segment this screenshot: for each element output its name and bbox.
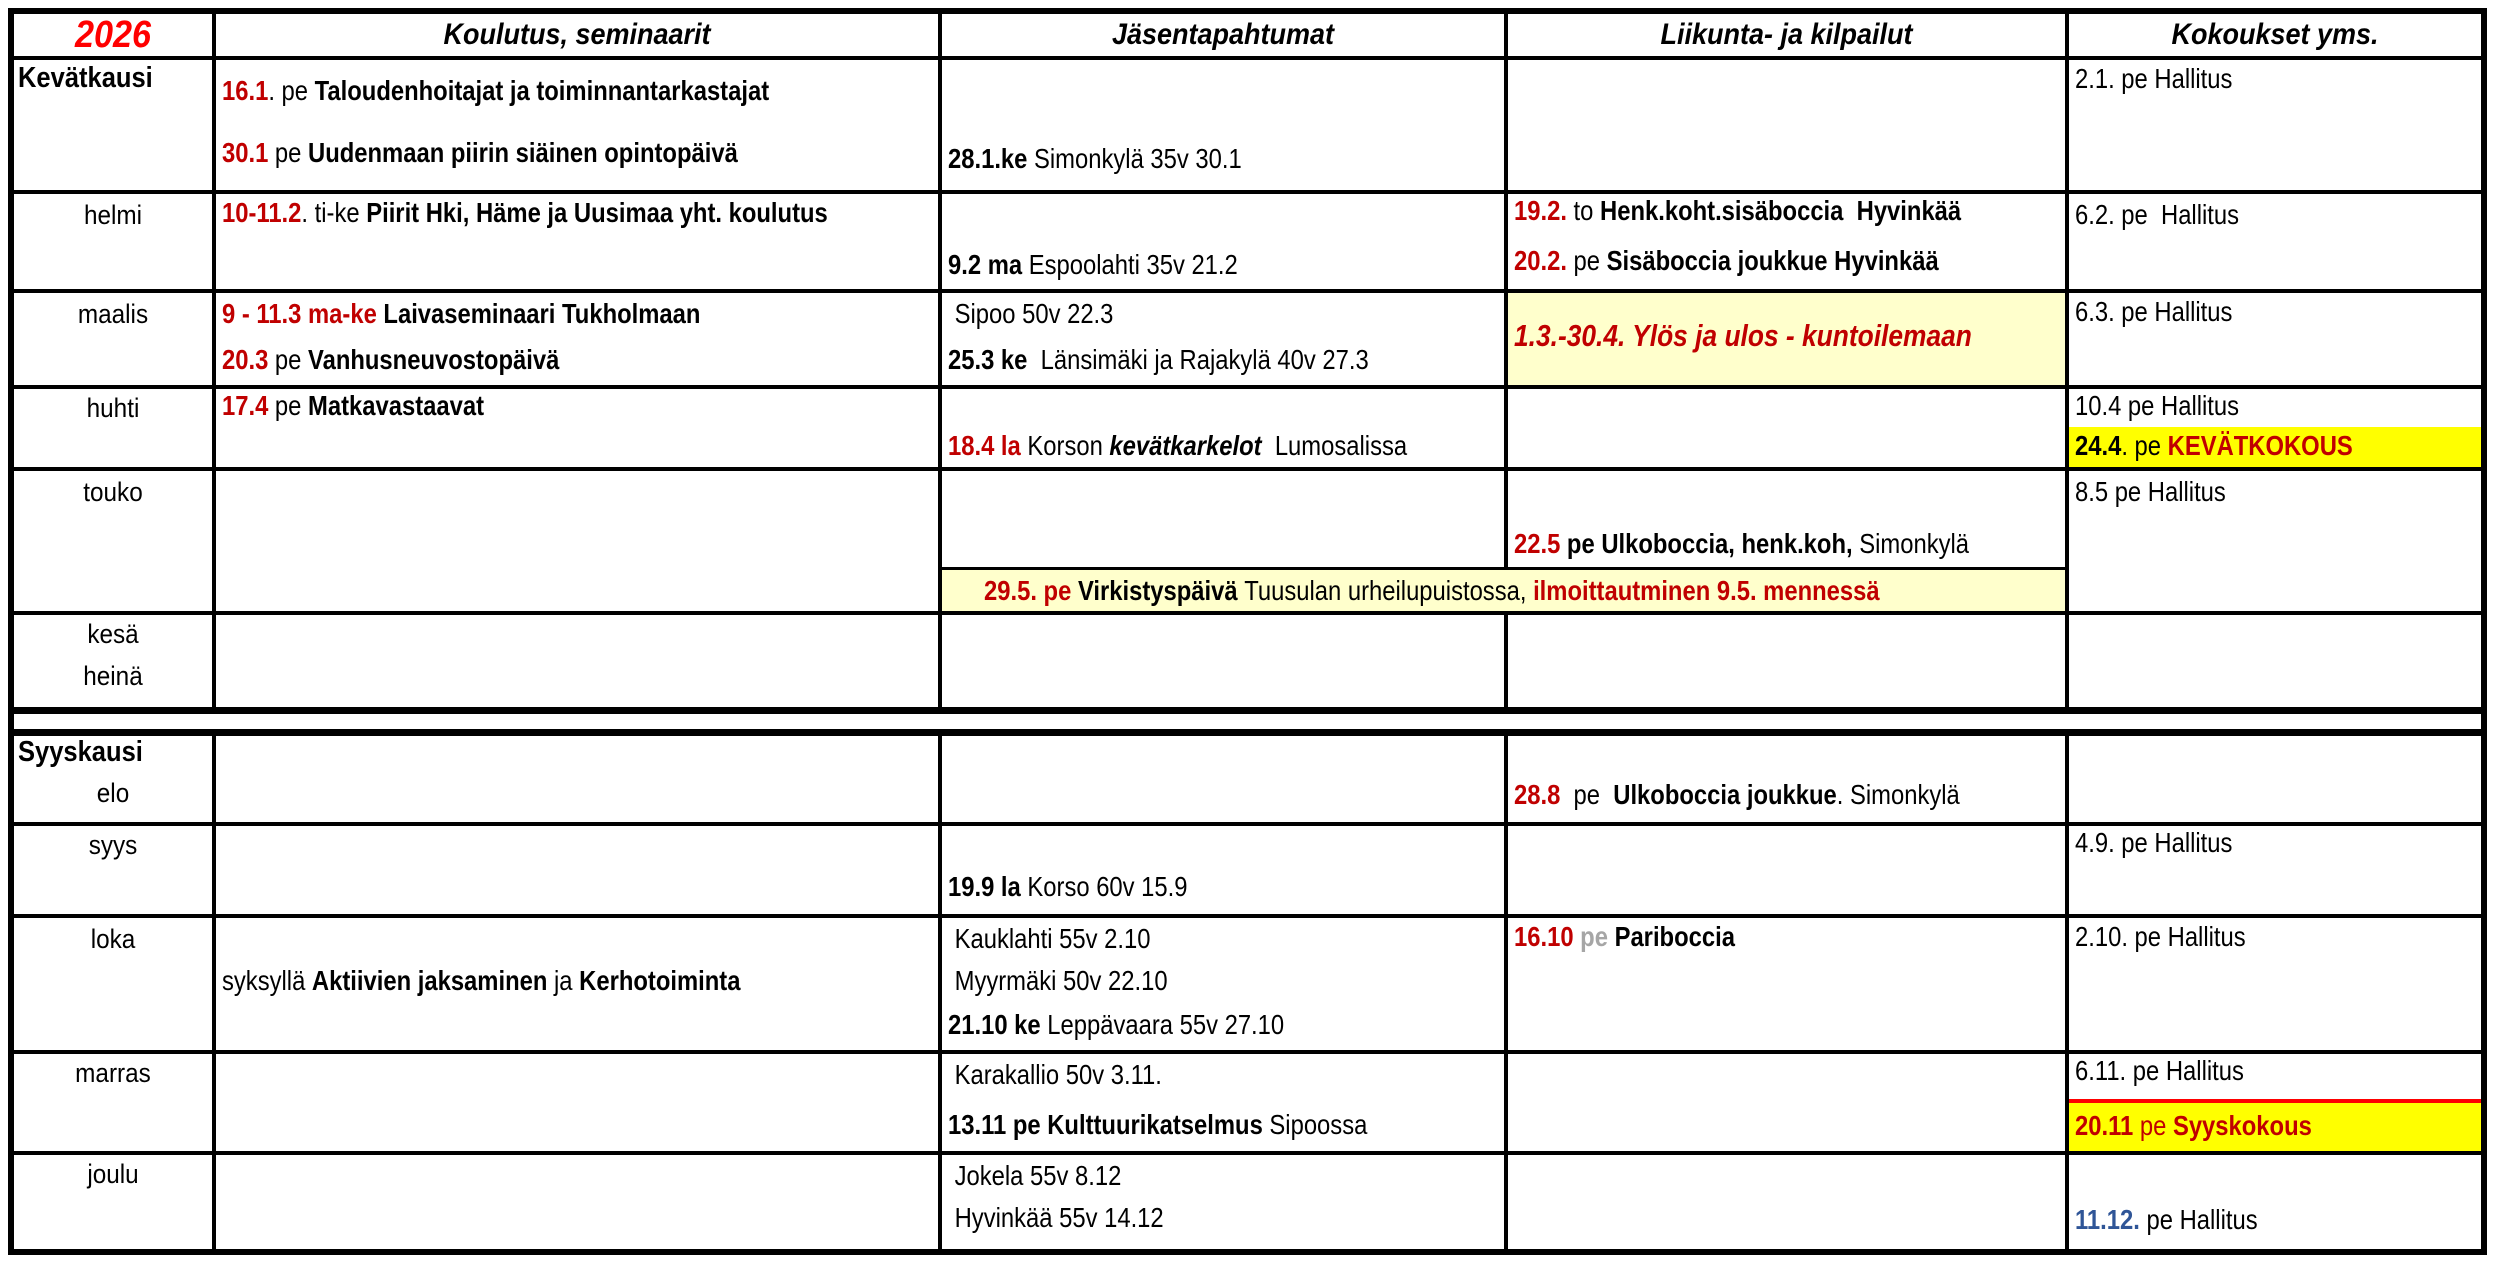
text-run: Taloudenhoitajat ja toiminnantarkastajat [314, 75, 770, 106]
event-line [222, 299, 700, 330]
cell-loka-label [14, 918, 216, 1050]
cell-elo-koulutus [216, 736, 942, 822]
text-run: Aktiivien jaksaminen [311, 965, 548, 996]
text-run: 13.11 pe Kulttuurikatselmus [948, 1109, 1263, 1140]
cell-kevatkausi-jasentapahtumat [942, 60, 1508, 190]
text-run: Kauklahti 55v 2.10 [948, 923, 1151, 954]
text-run: Laivaseminaari Tukholmaan [376, 298, 701, 329]
column-header-jasentapahtumat [942, 14, 1508, 56]
text-run: 21.10 ke [948, 1009, 1041, 1040]
season-label: Kevätkausi [18, 62, 153, 94]
cell-kesaheina-label [14, 615, 216, 707]
cell-marras-kokoukset [2069, 1054, 2481, 1151]
row-touko [14, 471, 2481, 615]
text-run: 10.4 pe Hallitus [2075, 390, 2240, 421]
event-line [1514, 529, 1969, 560]
cell-huhti-label [14, 389, 216, 467]
event-line [984, 576, 1880, 607]
text-run: Länsimäki ja Rajakylä 40v 27.3 [1027, 344, 1369, 375]
text-run: Tuusulan urheilupuistossa, [1244, 575, 1534, 606]
highlight-band [942, 567, 2065, 611]
event-line [222, 391, 484, 422]
column-header-kokoukset [2069, 14, 2481, 56]
cell-loka-jasentapahtumat [942, 918, 1508, 1050]
text-run: 17.4 [222, 390, 269, 421]
text-run: . pe [268, 75, 315, 106]
text-run: 8.5 pe Hallitus [2075, 476, 2226, 507]
column-header-label: Kokoukset yms. [2171, 18, 2379, 51]
event-line [948, 299, 1113, 330]
text-run: Espoolahti 35v 21.2 [1022, 249, 1238, 280]
cell-kevatkausi-liikunta [1508, 60, 2069, 190]
event-line [948, 1203, 1164, 1234]
cell-kesaheina-kokoukset [2069, 615, 2481, 707]
cell-maalis-kokoukset [2069, 293, 2481, 385]
row-helmi [14, 194, 2481, 293]
season-separator [14, 707, 2481, 736]
cell-touko-koulutus [216, 471, 942, 611]
text-run: pe Ulkoboccia, henk.koh, [1560, 528, 1853, 559]
month-label: syys [88, 830, 138, 860]
text-run: pe [1573, 921, 1615, 952]
event-line [948, 250, 1238, 281]
row-elo [14, 736, 2481, 826]
text-run: pe [268, 137, 309, 168]
cell-kevatkausi-kokoukset [2069, 60, 2481, 190]
month-label: helmi [83, 200, 143, 230]
cell-maalis-koulutus [216, 293, 942, 385]
text-run: 19.2. [1514, 195, 1567, 226]
text-run: 2.10. pe Hallitus [2075, 921, 2246, 952]
text-run: kevätkarkelot [1109, 430, 1262, 461]
text-run: 28.8 [1514, 779, 1561, 810]
event-line [222, 138, 738, 169]
text-run: Korso 60v 15.9 [1020, 871, 1188, 902]
event-line [948, 1161, 1121, 1192]
text-run: 6.2. pe Hallitus [2075, 199, 2240, 230]
text-run: syksyllä [222, 965, 312, 996]
header-row [14, 14, 2481, 60]
cell-syys-kokoukset [2069, 826, 2481, 914]
cell-syys-label [14, 826, 216, 914]
cell-kesaheina-liikunta [1508, 615, 2069, 707]
text-run: 9.2 ma [948, 249, 1023, 280]
month-label: elo [96, 778, 130, 808]
text-run: 19.9 la [948, 871, 1021, 902]
event-line [948, 924, 1150, 955]
event-line [1514, 246, 1939, 277]
event-line [222, 345, 559, 376]
cell-maalis-label [14, 293, 216, 385]
event-line [948, 1110, 1367, 1141]
month-label: heinä [83, 661, 143, 691]
cell-helmi-label [14, 194, 216, 289]
cell-maalis-jasentapahtumat [942, 293, 1508, 385]
cell-helmi-koulutus [216, 194, 942, 289]
cell-helmi-jasentapahtumat [942, 194, 1508, 289]
row-kevatkausi [14, 60, 2481, 194]
row-joulu [14, 1155, 2481, 1249]
event-line [948, 431, 1407, 462]
text-run: Virkistyspäivä [1077, 575, 1245, 606]
text-run: Piirit Hki, Häme ja Uusimaa yht. koulutus [366, 197, 828, 228]
cell-touko-label [14, 471, 216, 611]
highlight-band [2069, 1099, 2481, 1151]
text-run: . Simonkylä [1836, 779, 1960, 810]
text-run: pe [1560, 779, 1614, 810]
text-run: ja [547, 965, 580, 996]
text-run: to [1566, 195, 1601, 226]
month-label: loka [90, 924, 136, 954]
text-run: 16.10 [1514, 921, 1574, 952]
text-run: Sipoossa [1262, 1109, 1368, 1140]
event-line [1514, 922, 1735, 953]
cell-kesaheina-koulutus [216, 615, 942, 707]
cell-loka-koulutus [216, 918, 942, 1050]
event-line [1514, 319, 1972, 353]
text-run: . pe [2121, 430, 2168, 461]
cell-syys-koulutus [216, 826, 942, 914]
cell-marras-koulutus [216, 1054, 942, 1151]
highlight-band [2069, 427, 2481, 467]
cell-helmi-liikunta [1508, 194, 2069, 289]
event-line [2075, 64, 2232, 95]
event-line [2075, 431, 2353, 462]
event-line [2075, 1111, 2312, 1142]
event-line [1514, 780, 1960, 811]
text-run: Simonkylä [1852, 528, 1970, 559]
cell-syys-jasentapahtumat [942, 826, 1508, 914]
text-run: 1.3.-30.4. Ylös ja ulos - kuntoilemaan [1514, 318, 1972, 353]
row-loka [14, 918, 2481, 1054]
event-line [222, 966, 740, 997]
column-header-label: Jäsentapahtumat [1111, 18, 1335, 51]
event-line [2075, 828, 2232, 859]
text-run: Uudenmaan piirin siäinen opintopäivä [308, 137, 738, 168]
text-run: 4.9. pe Hallitus [2075, 827, 2233, 858]
cell-elo-label [14, 736, 216, 822]
cell-huhti-liikunta [1508, 389, 2069, 467]
cell-joulu-kokoukset [2069, 1155, 2481, 1249]
event-line [948, 144, 1242, 175]
cell-elo-jasentapahtumat [942, 736, 1508, 822]
event-line [2075, 1205, 2258, 1236]
event-line [948, 1010, 1284, 1041]
text-run: Lumosalissa [1261, 430, 1408, 461]
cell-kevatkausi-label [14, 60, 216, 190]
calendar-table [8, 8, 2487, 1255]
text-run: 2.1. pe Hallitus [2075, 63, 2233, 94]
text-run: pe [1566, 245, 1607, 276]
text-run: Ulkoboccia joukkue [1613, 779, 1837, 810]
text-run: Syyskokous [2172, 1110, 2312, 1141]
text-run: pe [268, 390, 309, 421]
text-run: Myyrmäki 50v 22.10 [948, 965, 1168, 996]
text-run: Hyvinkää 55v 14.12 [948, 1202, 1164, 1233]
event-line [2075, 1056, 2244, 1087]
text-run: Korson [1020, 430, 1110, 461]
calendar-body [14, 60, 2481, 1249]
event-line [2075, 477, 2226, 508]
cell-huhti-kokoukset [2069, 389, 2481, 467]
month-label: touko [83, 477, 143, 507]
text-run: 22.5 [1514, 528, 1561, 559]
text-run: Jokela 55v 8.12 [948, 1160, 1122, 1191]
column-header-label: Liikunta- ja kilpailut [1660, 18, 1913, 51]
cell-helmi-kokoukset [2069, 194, 2481, 289]
cell-marras-label [14, 1054, 216, 1151]
text-run: 9 - 11.3 ma-ke [222, 298, 377, 329]
cell-kevatkausi-koulutus [216, 60, 942, 190]
text-run: 29.5. pe [984, 575, 1078, 606]
event-line [2075, 200, 2239, 231]
cell-loka-liikunta [1508, 918, 2069, 1050]
row-kesaheina [14, 615, 2481, 707]
text-run: 16.1 [222, 75, 269, 106]
text-run: 30.1 [222, 137, 269, 168]
text-run: pe Hallitus [2139, 1204, 2258, 1235]
text-run: Simonkylä 35v 30.1 [1027, 143, 1242, 174]
column-header-liikunta [1508, 14, 2069, 56]
year-cell [14, 14, 216, 56]
row-syys [14, 826, 2481, 918]
cell-huhti-jasentapahtumat [942, 389, 1508, 467]
cell-elo-kokoukset [2069, 736, 2481, 822]
event-line [948, 966, 1168, 997]
text-run: Kerhotoiminta [579, 965, 741, 996]
row-huhti [14, 389, 2481, 471]
text-run: Pariboccia [1614, 921, 1735, 952]
text-run: pe [268, 344, 309, 375]
cell-elo-liikunta [1508, 736, 2069, 822]
text-run: Leppävaara 55v 27.10 [1040, 1009, 1285, 1040]
cell-kesaheina-jasentapahtumat [942, 615, 1508, 707]
text-run: KEVÄTKOKOUS [2167, 430, 2353, 461]
text-run: 20.11 [2075, 1110, 2134, 1141]
event-line [222, 76, 769, 107]
cell-marras-liikunta [1508, 1054, 2069, 1151]
text-run: . ti-ke [301, 197, 367, 228]
event-line [948, 872, 1188, 903]
cell-huhti-koulutus [216, 389, 942, 467]
text-run: 24.4 [2075, 430, 2122, 461]
cell-touko-kokoukset [2069, 471, 2481, 611]
cell-marras-jasentapahtumat [942, 1054, 1508, 1151]
text-run: 10-11.2 [222, 197, 302, 228]
cell-maalis-liikunta [1508, 293, 2069, 385]
text-run: 20.3 [222, 344, 269, 375]
month-label: joulu [87, 1159, 139, 1189]
text-run: 20.2. [1514, 245, 1567, 276]
text-run: Sisäboccia joukkue Hyvinkää [1606, 245, 1939, 276]
text-run: 18.4 la [948, 430, 1021, 461]
text-run: pe [2133, 1110, 2173, 1141]
row-marras [14, 1054, 2481, 1155]
text-run: 28.1.ke [948, 143, 1028, 174]
cell-joulu-jasentapahtumat [942, 1155, 1508, 1249]
event-line [222, 198, 828, 229]
cell-joulu-koulutus [216, 1155, 942, 1249]
cell-syys-liikunta [1508, 826, 2069, 914]
column-header-koulutus [216, 14, 942, 56]
season-label: Syyskausi [18, 736, 143, 768]
month-label: kesä [87, 619, 139, 649]
text-run: Vanhusneuvostopäivä [308, 344, 560, 375]
event-line [1514, 196, 1961, 227]
month-label: huhti [86, 393, 140, 423]
event-line [2075, 391, 2239, 422]
column-header-label: Koulutus, seminaarit [443, 18, 711, 51]
row-maalis [14, 293, 2481, 389]
cell-loka-kokoukset [2069, 918, 2481, 1050]
event-line [2075, 922, 2246, 953]
text-run: ilmoittautminen 9.5. mennessä [1533, 575, 1880, 606]
year-label: 2026 [74, 13, 152, 56]
text-run: 11.12. [2075, 1204, 2140, 1235]
event-line [948, 1060, 1162, 1091]
event-line [948, 345, 1369, 376]
month-label: marras [75, 1058, 151, 1088]
text-run: Henk.koht.sisäboccia Hyvinkää [1600, 195, 1962, 226]
text-run: 6.3. pe Hallitus [2075, 296, 2233, 327]
cell-joulu-label [14, 1155, 216, 1249]
cell-joulu-liikunta [1508, 1155, 2069, 1249]
event-line [2075, 297, 2232, 328]
text-run: Matkavastaavat [308, 390, 484, 421]
text-run: 25.3 ke [948, 344, 1028, 375]
text-run: Sipoo 50v 22.3 [948, 298, 1114, 329]
month-label: maalis [77, 299, 149, 329]
text-run: Karakallio 50v 3.11. [948, 1059, 1162, 1090]
text-run: 6.11. pe Hallitus [2075, 1055, 2244, 1086]
